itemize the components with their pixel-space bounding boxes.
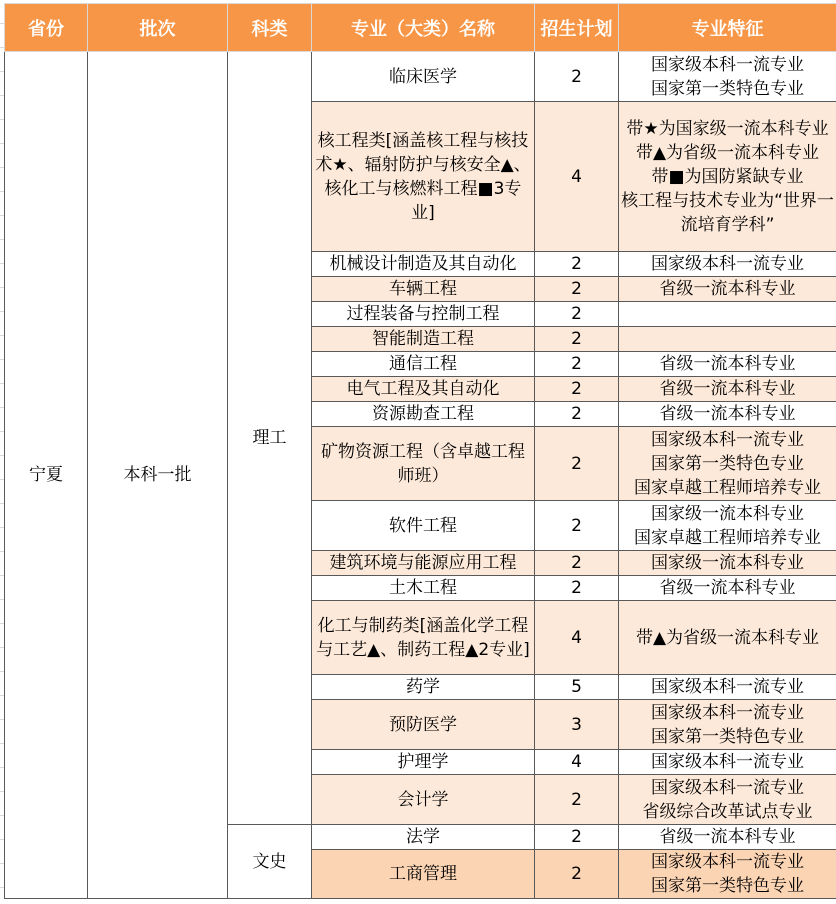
plan-count-cell: 3 xyxy=(535,700,619,750)
major-name-cell: 过程装备与控制工程 xyxy=(312,302,535,327)
major-name-cell: 通信工程 xyxy=(312,352,535,377)
major-name-cell: 电气工程及其自动化 xyxy=(312,377,535,402)
major-name-cell: 软件工程 xyxy=(312,501,535,551)
major-feature-cell: 国家级本科一流专业 xyxy=(619,675,836,700)
major-feature-cell xyxy=(619,327,836,352)
header-feature: 专业特征 xyxy=(619,4,836,52)
major-feature-cell: 省级一流本科专业 xyxy=(619,825,836,850)
plan-count-cell: 2 xyxy=(535,551,619,576)
plan-count-cell: 4 xyxy=(535,102,619,252)
plan-count-cell: 2 xyxy=(535,352,619,377)
major-feature-cell: 国家级本科一流专业 xyxy=(619,252,836,277)
major-name-cell: 会计学 xyxy=(312,775,535,825)
major-name-cell: 预防医学 xyxy=(312,700,535,750)
major-name-cell: 建筑环境与能源应用工程 xyxy=(312,551,535,576)
table-row xyxy=(5,52,836,102)
plan-count-cell: 2 xyxy=(535,576,619,601)
major-feature-cell: 带★为国家级一流本科专业 带▲为省级一流本科专业 带■为国防紧缺专业 核工程与技术专业为“世界一流培育学科” xyxy=(619,102,836,252)
batch-cell: 本科一批 xyxy=(88,52,228,899)
plan-count-cell: 2 xyxy=(535,52,619,102)
plan-count-cell: 2 xyxy=(535,377,619,402)
plan-count-cell: 2 xyxy=(535,850,619,899)
major-feature-cell: 省级一流本科专业 xyxy=(619,277,836,302)
major-feature-cell: 国家级一流本科专业 国家卓越工程师培养专业 xyxy=(619,501,836,551)
major-feature-cell: 国家级本科一流专业 国家第一类特色专业 xyxy=(619,52,836,102)
plan-count-cell: 2 xyxy=(535,302,619,327)
major-feature-cell: 国家级本科一流专业 省级综合改革试点专业 xyxy=(619,775,836,825)
major-feature-cell: 国家级本科一流专业 xyxy=(619,750,836,775)
province-cell: 宁夏 xyxy=(5,52,88,899)
header-batch: 批次 xyxy=(88,4,228,52)
plan-count-cell: 2 xyxy=(535,427,619,501)
plan-count-cell: 4 xyxy=(535,601,619,675)
major-feature-cell: 省级一流本科专业 xyxy=(619,352,836,377)
major-name-cell: 机械设计制造及其自动化 xyxy=(312,252,535,277)
major-name-cell: 智能制造工程 xyxy=(312,327,535,352)
enrollment-plan-table xyxy=(4,3,836,899)
major-name-cell: 药学 xyxy=(312,675,535,700)
header-category: 科类 xyxy=(228,4,312,52)
major-feature-cell: 国家级一流本科专业 xyxy=(619,551,836,576)
plan-count-cell: 2 xyxy=(535,775,619,825)
major-name-cell: 核工程类[涵盖核工程与核技术★、辐射防护与核安全▲、核化工与核燃料工程■3专业] xyxy=(312,102,535,252)
major-name-cell: 土木工程 xyxy=(312,576,535,601)
major-name-cell: 工商管理 xyxy=(312,850,535,899)
header-province: 省份 xyxy=(5,4,88,52)
plan-count-cell: 2 xyxy=(535,277,619,302)
major-name-cell: 矿物资源工程（含卓越工程师班） xyxy=(312,427,535,501)
header-plan: 招生计划 xyxy=(535,4,619,52)
major-name-cell: 护理学 xyxy=(312,750,535,775)
major-feature-cell: 带▲为省级一流本科专业 xyxy=(619,601,836,675)
major-feature-cell: 省级一流本科专业 xyxy=(619,377,836,402)
plan-count-cell: 2 xyxy=(535,501,619,551)
header-major: 专业（大类）名称 xyxy=(312,4,535,52)
major-feature-cell: 国家级本科一流专业 国家第一类特色专业 国家卓越工程师培养专业 xyxy=(619,427,836,501)
major-name-cell: 资源勘查工程 xyxy=(312,402,535,427)
major-name-cell: 车辆工程 xyxy=(312,277,535,302)
major-feature-cell xyxy=(619,302,836,327)
plan-count-cell: 4 xyxy=(535,750,619,775)
plan-count-cell: 2 xyxy=(535,327,619,352)
header-row xyxy=(5,4,836,52)
category-cell-liberal: 文史 xyxy=(228,825,312,899)
plan-count-cell: 2 xyxy=(535,402,619,427)
plan-count-cell: 5 xyxy=(535,675,619,700)
major-feature-cell: 国家级本科一流专业 国家第一类特色专业 xyxy=(619,700,836,750)
category-cell-science: 理工 xyxy=(228,52,312,825)
plan-count-cell: 2 xyxy=(535,825,619,850)
major-feature-cell: 省级一流本科专业 xyxy=(619,576,836,601)
major-name-cell: 法学 xyxy=(312,825,535,850)
major-feature-cell: 国家级本科一流专业 国家第一类特色专业 xyxy=(619,850,836,899)
major-name-cell: 化工与制药类[涵盖化学工程与工艺▲、制药工程▲2专业] xyxy=(312,601,535,675)
major-feature-cell: 省级一流本科专业 xyxy=(619,402,836,427)
major-name-cell: 临床医学 xyxy=(312,52,535,102)
plan-count-cell: 2 xyxy=(535,252,619,277)
